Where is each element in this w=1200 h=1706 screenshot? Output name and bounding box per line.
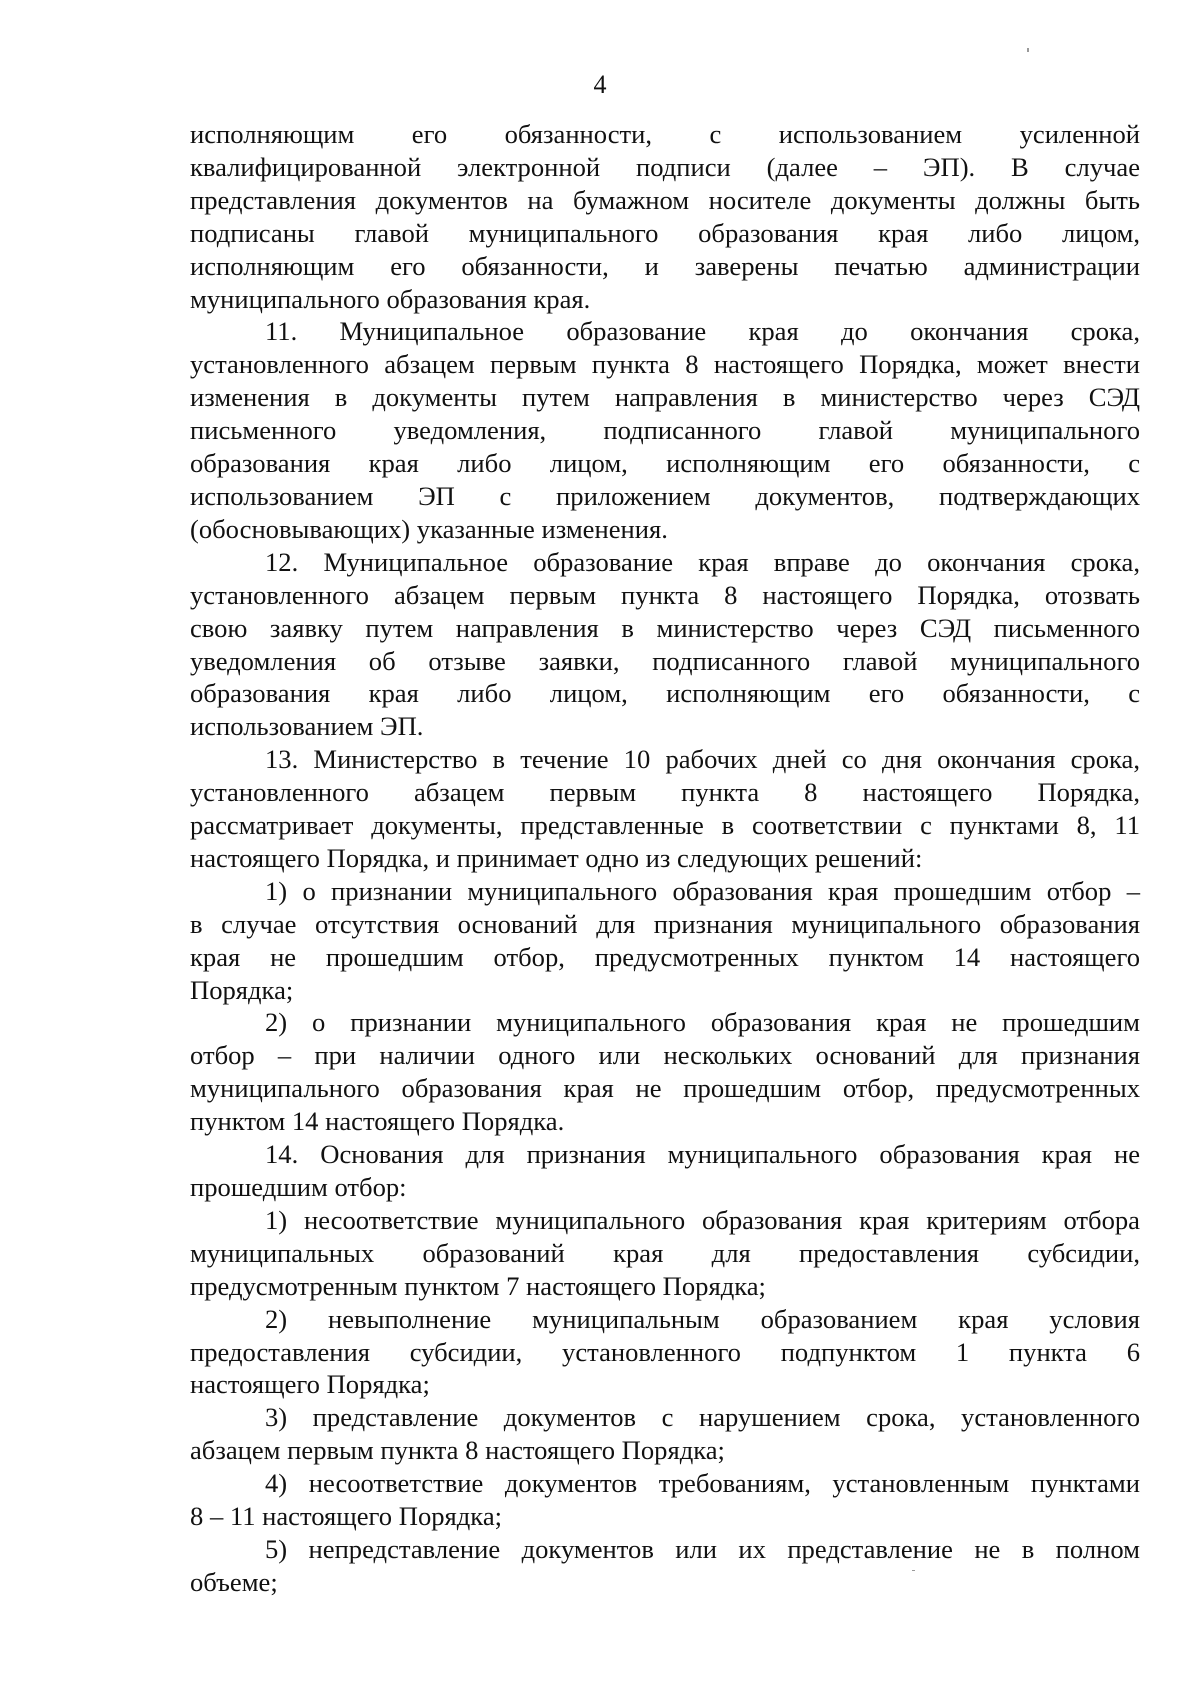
text-line: установленного абзацем первым пункта 8 настоящего Порядка, (190, 777, 1140, 808)
text-line: муниципального образования края. (190, 283, 591, 314)
text-line: в случае отсутствия оснований для признания муниципального образования (190, 908, 1140, 939)
text-line: представления документов на бумажном носителе документы должны быть (190, 184, 1140, 215)
paragraph (190, 1401, 1140, 1467)
text-line: 2) невыполнение муниципальным образованием края условия (265, 1303, 1140, 1334)
text-line: 1) несоответствие муниципального образования края критериям отбора (265, 1204, 1140, 1235)
text-line: 12. Муниципальное образование края вправе до окончания срока, (265, 546, 1140, 577)
text-line: 11. Муниципальное образование края до окончания срока, (265, 316, 1140, 347)
text-line: образования края либо лицом, исполняющим его обязанности, с (190, 448, 1140, 479)
paragraph (190, 1303, 1140, 1402)
text-line: рассматривает документы, представленные в соответствии с пунктами 8, 11 (190, 810, 1140, 841)
text-line: подписаны главой муниципального образования края либо лицом, (190, 217, 1140, 248)
text-line: настоящего Порядка, и принимает одно из следующих решений: (190, 842, 923, 873)
text-line: 3) представление документов с нарушением срока, установленного (265, 1402, 1140, 1433)
text-line: абзацем первым пункта 8 настоящего Порядка; (190, 1435, 725, 1466)
page-number: 4 (593, 70, 607, 99)
text-line: настоящего Порядка; (190, 1369, 430, 1400)
paragraph (190, 1204, 1140, 1303)
paragraph (190, 1138, 1140, 1204)
scan-speck (1027, 48, 1029, 52)
text-line: пунктом 14 настоящего Порядка. (190, 1106, 565, 1137)
text-line: предоставления субсидии, установленного подпунктом 1 пункта 6 (190, 1336, 1140, 1367)
scan-speck (912, 1570, 915, 1571)
text-line: 1) о признании муниципального образования края прошедшим отбор – (265, 875, 1140, 906)
text-line: предусмотренным пунктом 7 настоящего Порядка; (190, 1270, 766, 1301)
paragraph (190, 743, 1140, 875)
text-line: установленного абзацем первым пункта 8 настоящего Порядка, отозвать (190, 579, 1140, 610)
text-line: образования края либо лицом, исполняющим его обязанности, с (190, 678, 1140, 709)
text-line: исполняющим его обязанности, и заверены печатью администрации (190, 250, 1140, 281)
paragraph (190, 315, 1140, 545)
paragraph (190, 1467, 1140, 1533)
text-line: квалифицированной электронной подписи (далее – ЭП). В случае (190, 151, 1140, 182)
text-line: письменного уведомления, подписанного главой муниципального (190, 415, 1140, 446)
text-line: 8 – 11 настоящего Порядка; (190, 1501, 503, 1532)
text-line: уведомления об отзыве заявки, подписанного главой муниципального (190, 645, 1140, 676)
text-line: объеме; (190, 1566, 278, 1597)
paragraph (190, 1006, 1140, 1138)
text-line: 14. Основания для признания муниципального образования края не (265, 1139, 1140, 1170)
text-line: 5) непредставление документов или их представление не в полном (265, 1533, 1140, 1564)
text-line: прошедшим отбор: (190, 1172, 407, 1202)
text-line: 13. Министерство в течение 10 рабочих дней со дня окончания срока, (265, 744, 1140, 775)
text-line: 2) о признании муниципального образования края не прошедшим (265, 1007, 1140, 1038)
text-line: 4) несоответствие документов требованиям, установленным пунктами (265, 1468, 1140, 1499)
paragraph (190, 1533, 1140, 1599)
text-line: края не прошедшим отбор, предусмотренных пунктом 14 настоящего (190, 941, 1140, 972)
text-line: свою заявку путем направления в министерство через СЭД письменного (190, 612, 1140, 643)
text-line: изменения в документы путем направления в министерство через СЭД (190, 382, 1140, 413)
text-line: использованием ЭП с приложением документов, подтверждающих (190, 480, 1140, 511)
paragraph (190, 875, 1140, 1007)
text-line: установленного абзацем первым пункта 8 настоящего Порядка, может внести (190, 349, 1140, 380)
text-line: (обосновывающих) указанные изменения. (190, 513, 668, 544)
paragraph (190, 546, 1140, 743)
document-body (190, 118, 1140, 1599)
text-line: муниципальных образований края для предоставления субсидии, (190, 1237, 1140, 1268)
paragraph (190, 118, 1140, 315)
text-line: использованием ЭП. (190, 711, 424, 742)
text-line: муниципального образования края не прошедшим отбор, предусмотренных (190, 1073, 1140, 1104)
text-line: отбор – при наличии одного или нескольких оснований для признания (190, 1040, 1140, 1071)
text-line: Порядка; (190, 974, 294, 1005)
text-line: исполняющим его обязанности, с использованием усиленной (190, 119, 1140, 149)
